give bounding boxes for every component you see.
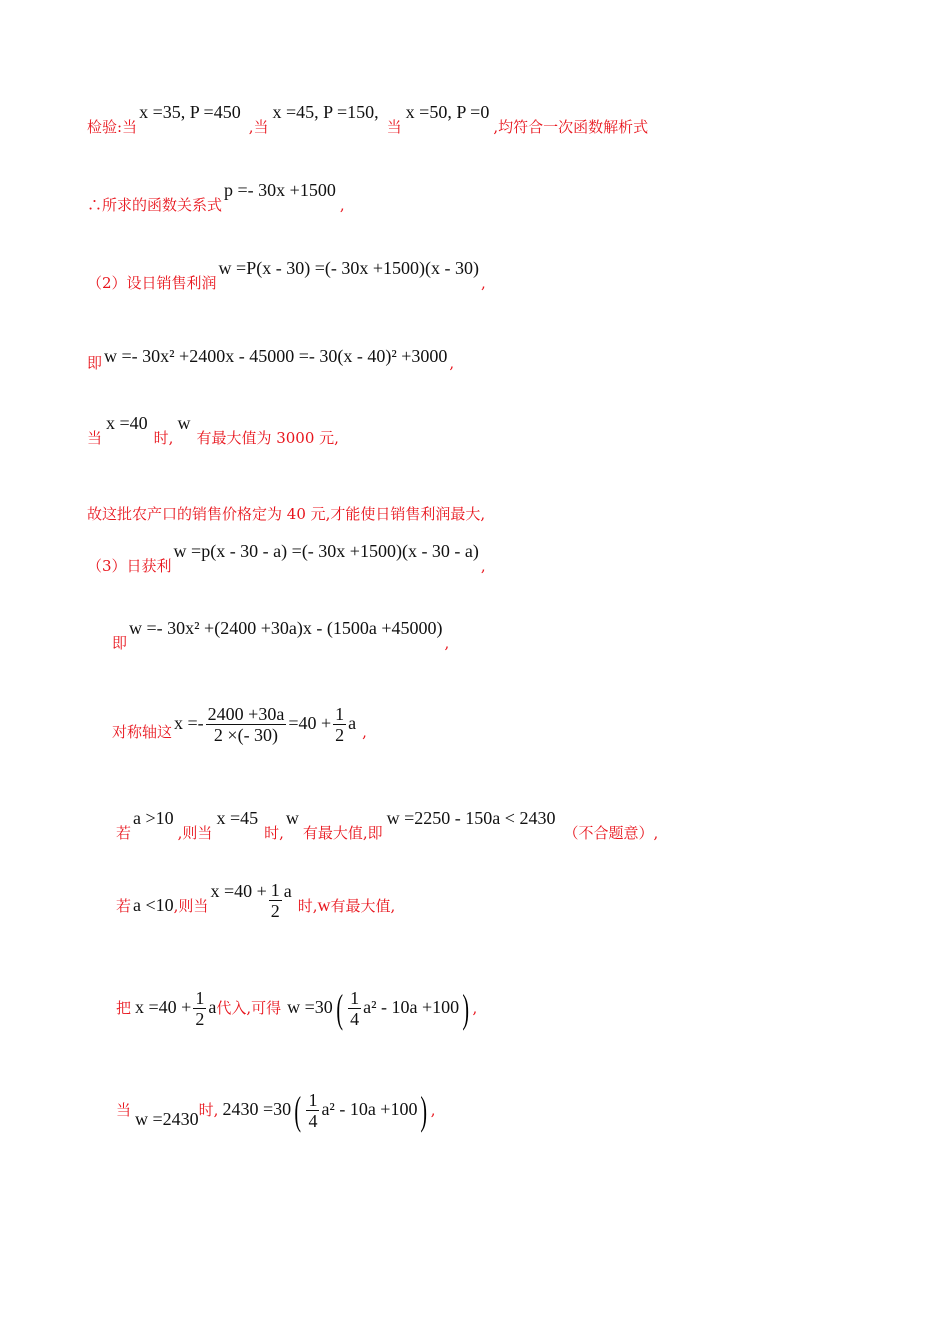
text: 有最大值,: [330, 897, 396, 915]
text: （3）日获利: [87, 557, 172, 575]
text: 若: [116, 824, 132, 842]
math: 2430 =30: [222, 1099, 292, 1119]
math: a: [283, 881, 292, 901]
math: p =- 30x +1500: [224, 180, 336, 200]
text: 有最大值为 3000 元,: [196, 429, 339, 447]
denominator: 4: [308, 1111, 318, 1131]
text: ,当: [248, 118, 269, 136]
numerator: 2400 +30a: [207, 704, 285, 724]
math: w: [177, 413, 191, 433]
substitute-line: [116, 985, 478, 1031]
math: w =P(x - 30) =(- 30x +1500)(x - 30): [218, 258, 479, 278]
math: a: [348, 713, 357, 733]
text: ,: [480, 274, 486, 292]
text: ,: [444, 634, 450, 652]
text: 检验:当: [87, 118, 138, 136]
axis-line: [112, 704, 367, 745]
text: ,: [362, 723, 367, 741]
numerator: 1: [350, 988, 360, 1008]
text: 时,: [297, 897, 318, 915]
math: x =50, P =0: [405, 102, 490, 122]
math: w: [317, 895, 331, 915]
left-paren: (: [294, 1087, 302, 1133]
text: ∴所求的函数关系式: [87, 196, 223, 214]
numerator: 1: [335, 704, 345, 724]
math: w =30: [287, 997, 333, 1017]
denominator: 2: [195, 1009, 205, 1029]
math: =40 +: [288, 713, 332, 733]
case-a-gt-10: [116, 808, 659, 843]
right-paren: ): [462, 985, 470, 1031]
fraction: [206, 704, 287, 745]
text: 当: [87, 429, 103, 447]
text: ,: [430, 1101, 436, 1119]
math: x =40 +: [210, 881, 267, 901]
math: x =-: [174, 713, 204, 733]
function-line: [87, 180, 345, 215]
math: a² - 10a +100: [321, 1099, 418, 1119]
profit-line: [87, 258, 486, 293]
text: ,则当: [173, 897, 209, 915]
left-paren: (: [336, 985, 343, 1031]
text: 若: [116, 897, 132, 915]
text: （不合题意）,: [563, 824, 659, 842]
math: x =45: [216, 808, 259, 828]
fraction: [306, 1090, 319, 1131]
math: x =40: [106, 413, 148, 433]
text: ,: [480, 557, 486, 575]
text: 把: [116, 999, 132, 1017]
math: w =- 30x² +(2400 +30a)x - (1500a +45000): [129, 618, 443, 638]
solve-line: [116, 1087, 436, 1133]
text: 即: [87, 354, 103, 372]
right-paren: ): [420, 1087, 428, 1133]
max-line: [87, 413, 339, 448]
conclusion-line: [87, 503, 485, 524]
fraction: [193, 988, 206, 1029]
text: 时,: [153, 429, 174, 447]
expand-line: [87, 346, 455, 373]
text: 故这批农产口的销售价格定为 40 元,才能使日销售利润最大,: [87, 505, 486, 523]
numerator: 1: [270, 880, 280, 900]
numerator: 1: [308, 1090, 318, 1110]
math: a: [208, 997, 217, 1017]
denominator: 2: [270, 901, 280, 921]
math: a² - 10a +100: [363, 997, 460, 1017]
text: 有最大值,即: [302, 824, 383, 842]
text: ,则当: [177, 824, 213, 842]
expand-line-2: [112, 618, 450, 653]
text: 时,: [264, 824, 284, 842]
check-line: [87, 102, 649, 137]
text: 当: [116, 1101, 132, 1119]
math: x =40 +: [135, 997, 192, 1017]
text: 即: [112, 634, 128, 652]
text: 当: [386, 118, 402, 136]
math: x =35, P =450: [139, 102, 241, 122]
denominator: 4: [350, 1009, 360, 1029]
text: ,均符合一次函数解析式: [493, 118, 649, 136]
fraction: [333, 704, 346, 745]
text: 对称轴这: [112, 723, 173, 741]
text: ,: [449, 354, 455, 372]
math: a >10: [133, 808, 174, 828]
math: w =2250 - 150a < 2430: [386, 808, 556, 828]
math: x =45, P =150,: [272, 102, 379, 122]
denominator: 2: [335, 725, 345, 745]
numerator: 1: [195, 988, 205, 1008]
fraction: [269, 880, 282, 921]
text: （2）设日销售利润: [87, 274, 217, 292]
case-a-lt-10: [116, 880, 396, 927]
denominator: 2 ×(- 30): [206, 724, 287, 745]
text: 代入,可得: [216, 999, 282, 1017]
math: w =- 30x² +2400x - 45000 =- 30(x - 40)² +3000: [104, 346, 448, 366]
daily-profit-line: [87, 541, 486, 576]
math: a <10: [133, 895, 174, 915]
math: w: [285, 808, 299, 828]
text: 时,: [198, 1101, 219, 1119]
math: w =p(x - 30 - a) =(- 30x +1500)(x - 30 - a): [173, 541, 479, 561]
text: ,: [339, 196, 345, 214]
text: ,: [472, 999, 478, 1017]
math: w =2430: [135, 1109, 199, 1129]
fraction: [348, 988, 361, 1029]
